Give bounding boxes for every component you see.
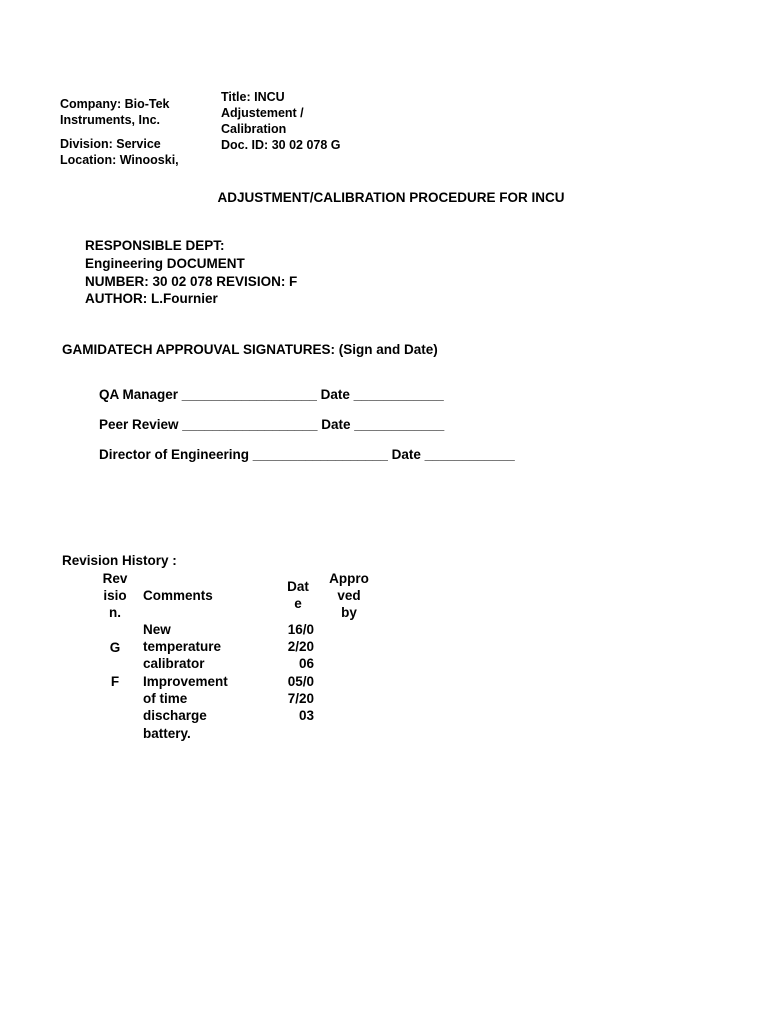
table-row-revision: F xyxy=(110,674,120,689)
title-line: Adjustement / xyxy=(221,106,304,120)
comment-line: discharge xyxy=(143,708,207,724)
division-line: Division: Service xyxy=(60,137,161,151)
procedure-title: ADJUSTMENT/CALIBRATION PROCEDURE FOR INCU xyxy=(217,190,565,205)
header-revision-part: isio xyxy=(103,588,127,604)
doc-id-line: Doc. ID: 30 02 078 G xyxy=(221,138,341,152)
document-title-info xyxy=(221,89,341,153)
comment-line: of time xyxy=(143,691,188,707)
responsible-line: RESPONSIBLE DEPT: xyxy=(85,238,225,253)
header-approved-part: ved xyxy=(337,588,361,604)
responsible-line: NUMBER: 30 02 078 REVISION: F xyxy=(85,273,298,289)
author-line: AUTHOR: L.Fournier xyxy=(85,291,218,307)
header-date xyxy=(281,578,315,612)
date-line: 7/20 xyxy=(287,691,314,707)
table-row-date xyxy=(272,673,314,725)
header-revision xyxy=(95,570,135,622)
company-info xyxy=(60,97,179,168)
responsible-line: Engineering DOCUMENT xyxy=(85,255,245,271)
company-line: Instruments, Inc. xyxy=(60,112,161,127)
header-approved-part: by xyxy=(341,605,357,621)
header-comments: Comments xyxy=(143,588,213,603)
header-date-part: Dat xyxy=(287,579,309,594)
comment-line: New xyxy=(143,622,171,637)
qa-manager-signature-line: QA Manager __________________ Date ____________ xyxy=(99,387,444,402)
table-row-date xyxy=(272,621,314,673)
comment-line: Improvement xyxy=(143,674,228,689)
company-line: Company: Bio-Tek xyxy=(60,97,170,111)
date-line: 06 xyxy=(298,656,314,672)
header-approved-part: Appro xyxy=(329,571,369,586)
table-row-comment xyxy=(143,621,221,673)
table-row-revision: G xyxy=(109,640,121,655)
header-date-part: e xyxy=(294,596,302,612)
header-revision-part: Rev xyxy=(102,571,128,586)
comment-line: battery. xyxy=(143,725,191,741)
header-revision-part: n. xyxy=(109,605,121,621)
comment-line: calibrator xyxy=(143,656,205,672)
peer-review-signature-line: Peer Review __________________ Date ____________ xyxy=(99,417,445,432)
date-line: 2/20 xyxy=(287,639,314,655)
date-line: 16/0 xyxy=(287,622,314,637)
date-line: 05/0 xyxy=(287,674,314,689)
title-line: Calibration xyxy=(221,122,287,136)
location-line: Location: Winooski, xyxy=(60,152,179,167)
responsible-dept-block xyxy=(85,237,297,308)
table-row-comment xyxy=(143,673,228,742)
comment-line: temperature xyxy=(143,639,222,655)
date-line: 03 xyxy=(298,708,314,724)
header-approved-by xyxy=(324,570,374,622)
title-line: Title: INCU xyxy=(221,90,285,104)
approval-heading: GAMIDATECH APPROUVAL SIGNATURES: (Sign and Date) xyxy=(62,342,438,357)
director-signature-line: Director of Engineering __________________ Date ____________ xyxy=(99,447,515,462)
revision-history-title: Revision History : xyxy=(62,553,177,568)
